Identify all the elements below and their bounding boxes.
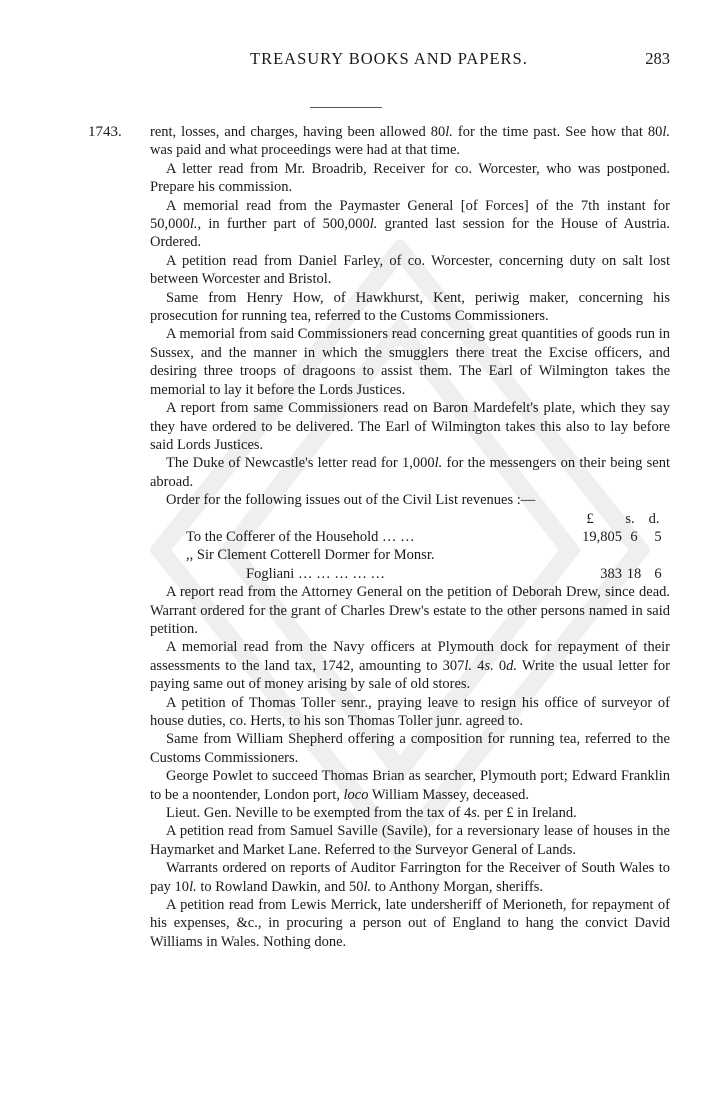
document-body: [150, 123, 670, 951]
running-title: TREASURY BOOKS AND PAPERS.: [250, 49, 528, 68]
paragraph: A petition of Thomas Toller senr., praying leave to resign his office of surveyor of house duties, co. Herts, to his son Thomas Toller junr. agreed to.: [150, 694, 670, 729]
paragraph: George Powlet to succeed Thomas Brian as searcher, Plymouth port; Edward Franklin to be a noontender, London port, loco William Massey, deceased.: [150, 768, 670, 803]
pence-value: 6: [654, 565, 662, 582]
issue-description: Fogliani … … … … …: [246, 565, 385, 582]
paragraph: A petition read from Lewis Merrick, late undersheriff of Merioneth, for repayment of his expenses, &c., in procuring a person out of England to hang the convict David Williams in Wales. Nothing done.: [150, 897, 670, 950]
paragraph-group-2: [150, 583, 670, 951]
paragraph: The Duke of Newcastle's letter read for 1,000l. for the messengers on their being sent abroad.: [150, 455, 670, 490]
issues-header: [150, 510, 670, 528]
paragraph: A report from same Commissioners read on Baron Mardefelt's plate, which they say they have ordered to be delivered. The Earl of Wilmington takes this also to lay before said Lords Justices.: [150, 400, 670, 453]
paragraph: Same from William Shepherd offering a composition for running tea, referred to the Customs Commissioners.: [150, 731, 670, 766]
paragraph: A report read from the Attorney General on the petition of Deborah Drew, since dead. Warrant ordered for the grant of Charles Drew's estate to the other persons named in said petition.: [150, 584, 670, 637]
pence-value: 5: [654, 528, 662, 545]
issue-description: To the Cofferer of the Household … …: [186, 528, 415, 545]
paragraph: A memorial from said Commissioners read concerning great quantities of goods run in Sussex, and the manner in which the smugglers there treat the Excise officers, and desiring three troops of dragoons to assist them. The Earl of Wilmington takes the memorial to lay it before the Lords Justices.: [150, 326, 670, 398]
issues-rows: [150, 528, 670, 583]
issue-row: [150, 528, 670, 546]
margin-year: 1743.: [88, 124, 122, 140]
issue-amount: [566, 528, 670, 546]
paragraph: Same from Henry How, of Hawkhurst, Kent, periwig maker, concerning his prosecution for running tea, referred to the Customs Commissioners.: [150, 289, 670, 325]
header-rule: [310, 107, 382, 108]
paragraph-group-1: [150, 123, 670, 510]
pounds-value: 383: [600, 565, 622, 582]
pounds-value: 19,805: [582, 528, 622, 545]
page-number: 283: [645, 49, 670, 68]
paragraph: Lieut. Gen. Neville to be exempted from the tax of 4s. per £ in Ireland.: [166, 805, 577, 822]
pounds-header: £: [586, 510, 594, 527]
page-header: [150, 49, 670, 73]
issue-row: [150, 565, 670, 583]
shillings-header: s.: [625, 510, 635, 527]
paragraph: A petition read from Daniel Farley, of co. Worcester, concerning duty on salt lost between Worcester and Bristol.: [150, 252, 670, 288]
shillings-value: 18: [626, 565, 642, 582]
issue-row: [150, 546, 670, 564]
paragraph: A letter read from Mr. Broadrib, Receiver for co. Worcester, who was postponed. Prepare his commission.: [150, 160, 670, 196]
paragraph: Warrants ordered on reports of Auditor Farrington for the Receiver of South Wales to pay 10l. to Rowland Dawkin, and 50l. to Anthony Morgan, sheriffs.: [150, 860, 670, 895]
paragraph: A petition read from Samuel Saville (Savile), for a reversionary lease of houses in the Haymarket and Market Lane. Referred to the Surveyor General of Lands.: [150, 823, 670, 858]
pence-header: d.: [648, 510, 660, 527]
paragraph: rent, losses, and charges, having been allowed 80l. for the time past. See how that 80l. was paid and what proceedings were had at that time.: [150, 124, 671, 159]
civil-list-issues: [150, 510, 670, 584]
paragraph: Order for the following issues out of the Civil List revenues :—: [166, 492, 536, 509]
paragraph: A memorial read from the Paymaster General [of Forces] of the 7th instant for 50,000l., in further part of 500,000l. granted last session for the House of Austria. Ordered.: [150, 197, 670, 251]
shillings-value: 6: [630, 528, 638, 545]
issue-description: ,, Sir Clement Cotterell Dormer for Monsr.: [186, 547, 435, 564]
issue-amount: [566, 565, 670, 583]
paragraph: A memorial read from the Navy officers at Plymouth dock for repayment of their assessments to the land tax, 1742, amounting to 307l. 4s. 0d. Write the usual letter for paying same out of money arising by sale of old stores.: [150, 639, 671, 693]
